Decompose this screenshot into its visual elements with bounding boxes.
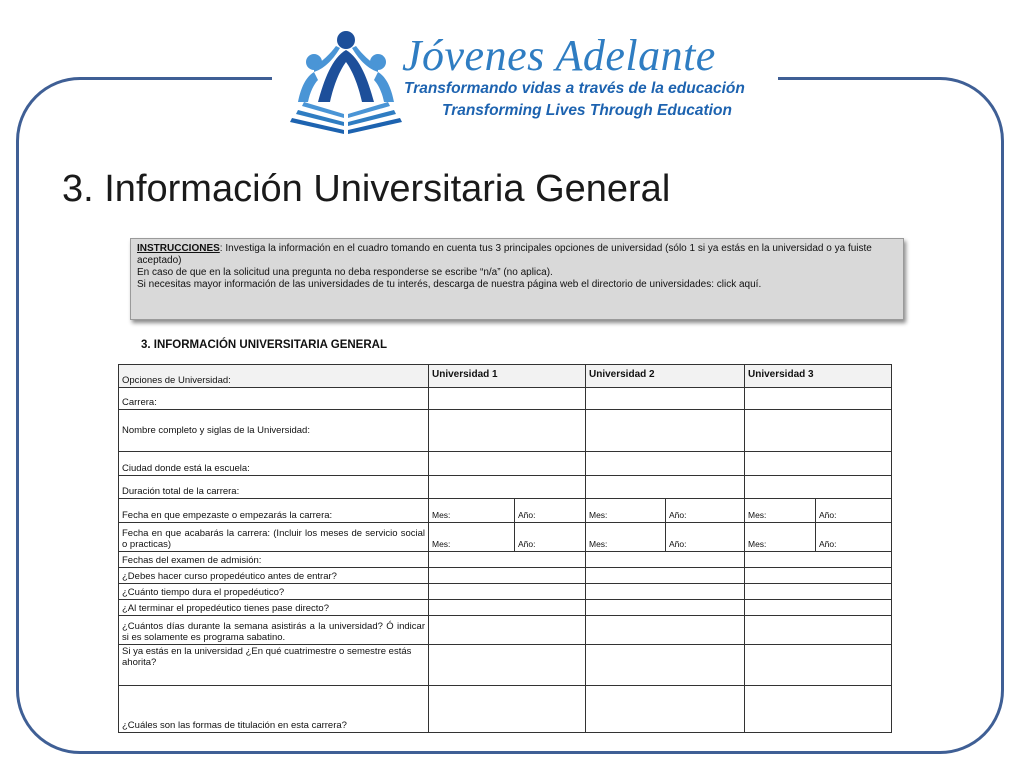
- table-row: [119, 499, 892, 523]
- answer-cell[interactable]: [586, 552, 745, 568]
- answer-cell[interactable]: [429, 388, 586, 410]
- month-cell[interactable]: Mes:: [745, 523, 816, 552]
- table-row: [119, 600, 892, 616]
- answer-cell[interactable]: [745, 410, 892, 452]
- brand-name: Jóvenes Adelante: [402, 31, 716, 80]
- year-cell[interactable]: Año:: [816, 499, 892, 523]
- row-label-examen: Fechas del examen de admisión:: [119, 552, 429, 568]
- month-cell[interactable]: Mes:: [586, 523, 666, 552]
- table-row: [119, 410, 892, 452]
- table-row: [119, 645, 892, 686]
- month-cell[interactable]: Mes:: [429, 499, 515, 523]
- answer-cell[interactable]: [586, 452, 745, 476]
- year-cell[interactable]: Año:: [515, 499, 586, 523]
- answer-cell[interactable]: [429, 616, 586, 645]
- brand-tagline-es: Transformando vidas a través de la educación: [404, 80, 745, 97]
- answer-cell[interactable]: [586, 600, 745, 616]
- answer-cell[interactable]: [745, 600, 892, 616]
- page-title: 3. Información Universitaria General: [62, 168, 671, 210]
- section-heading: 3. INFORMACIÓN UNIVERSITARIA GENERAL: [141, 339, 387, 351]
- answer-cell[interactable]: [429, 568, 586, 584]
- answer-cell[interactable]: [429, 476, 586, 499]
- table-row: [119, 452, 892, 476]
- answer-cell[interactable]: [745, 552, 892, 568]
- answer-cell[interactable]: [745, 476, 892, 499]
- answer-cell[interactable]: [586, 476, 745, 499]
- instructions-box: [130, 238, 904, 320]
- table-row: [119, 686, 892, 733]
- instructions-text-1: : Investiga la información en el cuadro tomando en cuenta tus 3 principales opciones de universidad (sólo 1 si ya estás en la universidad o ya fuiste aceptado): [137, 243, 872, 266]
- answer-cell[interactable]: [745, 686, 892, 733]
- row-label-duracion: Duración total de la carrera:: [119, 476, 429, 499]
- answer-cell[interactable]: [586, 686, 745, 733]
- answer-cell[interactable]: [429, 552, 586, 568]
- instructions-line-3: Si necesitas mayor información de las universidades de tu interés, descarga de nuestra página web el directorio de universidades: click aquí.: [137, 279, 762, 290]
- book-with-people-logo-icon: [284, 22, 408, 140]
- answer-cell[interactable]: [429, 452, 586, 476]
- header-label-cell: Opciones de Universidad:: [119, 365, 429, 388]
- row-label-nombre: Nombre completo y siglas de la Universidad:: [119, 410, 429, 452]
- answer-cell[interactable]: [429, 686, 586, 733]
- row-label-tiempo-prope: ¿Cuánto tiempo dura el propedéutico?: [119, 584, 429, 600]
- row-label-carrera: Carrera:: [119, 388, 429, 410]
- table-row: [119, 388, 892, 410]
- month-cell[interactable]: Mes:: [745, 499, 816, 523]
- table-row: [119, 476, 892, 499]
- row-label-titulacion: ¿Cuáles son las formas de titulación en esta carrera?: [119, 686, 429, 733]
- table-row: [119, 552, 892, 568]
- answer-cell[interactable]: [586, 568, 745, 584]
- row-label-propedeutico: ¿Debes hacer curso propedéutico antes de entrar?: [119, 568, 429, 584]
- answer-cell[interactable]: [745, 452, 892, 476]
- answer-cell[interactable]: [429, 600, 586, 616]
- answer-cell[interactable]: [745, 568, 892, 584]
- university-2-header: Universidad 2: [586, 365, 745, 388]
- year-cell[interactable]: Año:: [666, 499, 745, 523]
- table-row: [119, 568, 892, 584]
- year-cell[interactable]: Año:: [666, 523, 745, 552]
- table-header-row: [119, 365, 892, 388]
- row-label-fecha-inicio: Fecha en que empezaste o empezarás la carrera:: [119, 499, 429, 523]
- instructions-line-2: En caso de que en la solicitud una pregunta no deba responderse se escribe “n/a” (no aplica).: [137, 267, 553, 278]
- instructions-label: INSTRUCCIONES: [137, 243, 220, 254]
- row-label-fecha-fin: Fecha en que acabarás la carrera: (Incluir los meses de servicio social o practicas): [119, 523, 429, 552]
- answer-cell[interactable]: [745, 645, 892, 686]
- logo-header: [272, 18, 778, 144]
- answer-cell[interactable]: [586, 645, 745, 686]
- university-1-header: Universidad 1: [429, 365, 586, 388]
- answer-cell[interactable]: [429, 584, 586, 600]
- answer-cell[interactable]: [745, 616, 892, 645]
- answer-cell[interactable]: [586, 584, 745, 600]
- year-cell[interactable]: Año:: [816, 523, 892, 552]
- row-label-cuatrimestre: Si ya estás en la universidad ¿En qué cuatrimestre o semestre estás ahorita?: [119, 645, 429, 686]
- row-label-pase: ¿Al terminar el propedéutico tienes pase directo?: [119, 600, 429, 616]
- university-3-header: Universidad 3: [745, 365, 892, 388]
- row-label-dias: ¿Cuántos días durante la semana asistirás a la universidad? Ó indicar si es solamente es programa sabatino.: [119, 616, 429, 645]
- row-label-ciudad: Ciudad donde está la escuela:: [119, 452, 429, 476]
- answer-cell[interactable]: [586, 410, 745, 452]
- instructions-line-1: [137, 243, 897, 267]
- table-row: [119, 523, 892, 552]
- year-cell[interactable]: Año:: [515, 523, 586, 552]
- answer-cell[interactable]: [586, 388, 745, 410]
- answer-cell[interactable]: [745, 584, 892, 600]
- month-cell[interactable]: Mes:: [586, 499, 666, 523]
- answer-cell[interactable]: [429, 645, 586, 686]
- table-row: [119, 584, 892, 600]
- answer-cell[interactable]: [745, 388, 892, 410]
- month-cell[interactable]: Mes:: [429, 523, 515, 552]
- table-row: [119, 616, 892, 645]
- brand-tagline-en: Transforming Lives Through Education: [442, 102, 732, 119]
- answer-cell[interactable]: [586, 616, 745, 645]
- answer-cell[interactable]: [429, 410, 586, 452]
- university-info-table: [118, 364, 892, 733]
